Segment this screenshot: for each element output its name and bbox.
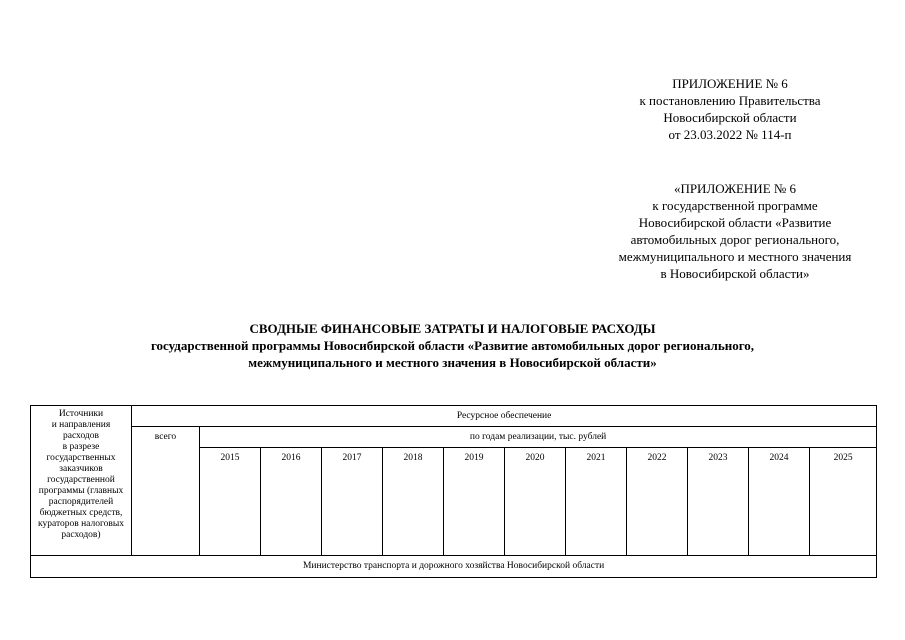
sources-header-line: расходов) bbox=[61, 530, 101, 540]
sources-header-line: государственных bbox=[46, 453, 116, 463]
program-appendix-line: к государственной программе bbox=[652, 198, 818, 213]
years-header-cell: по годам реализации, тыс. рублей bbox=[200, 427, 877, 448]
sources-header-line: распорядителей bbox=[48, 497, 114, 507]
year-cell: 2015 bbox=[200, 448, 261, 556]
sources-header-line: кураторов налоговых bbox=[38, 519, 124, 529]
sources-header-line: в разрезе bbox=[62, 442, 100, 452]
decree-appendix-line: ПРИЛОЖЕНИЕ № 6 bbox=[672, 76, 788, 91]
financial-table bbox=[30, 405, 877, 578]
document-title bbox=[0, 320, 905, 371]
sources-header-line: и направления bbox=[51, 420, 111, 430]
decree-appendix-line: Новосибирской области bbox=[663, 110, 797, 125]
program-appendix-header bbox=[585, 180, 885, 282]
sources-header-line: расходов bbox=[63, 431, 99, 441]
year-cell: 2025 bbox=[810, 448, 877, 556]
year-cell: 2019 bbox=[444, 448, 505, 556]
year-cell: 2024 bbox=[749, 448, 810, 556]
year-cell: 2022 bbox=[627, 448, 688, 556]
year-cell: 2017 bbox=[322, 448, 383, 556]
year-cell: 2018 bbox=[383, 448, 444, 556]
program-appendix-line: автомобильных дорог регионального, bbox=[630, 232, 840, 247]
title-line: межмуниципального и местного значения в Новосибирской области» bbox=[248, 355, 657, 370]
sources-header-line: государственной bbox=[47, 475, 115, 485]
year-cell: 2021 bbox=[566, 448, 627, 556]
program-appendix-line: межмуниципального и местного значения bbox=[618, 249, 852, 264]
year-cell: 2016 bbox=[261, 448, 322, 556]
title-line: СВОДНЫЕ ФИНАНСОВЫЕ ЗАТРАТЫ И НАЛОГОВЫЕ РАСХОДЫ bbox=[249, 321, 656, 336]
decree-appendix-line: к постановлению Правительства bbox=[639, 93, 821, 108]
decree-appendix-header bbox=[600, 75, 860, 143]
total-header-cell: всего bbox=[132, 427, 200, 556]
program-appendix-line: Новосибирской области «Развитие bbox=[638, 215, 832, 230]
program-appendix-line: в Новосибирской области» bbox=[660, 266, 810, 281]
sources-header-cell bbox=[31, 406, 132, 556]
sources-header-line: бюджетных средств, bbox=[39, 508, 123, 518]
program-appendix-line: «ПРИЛОЖЕНИЕ № 6 bbox=[673, 181, 797, 196]
year-cell: 2023 bbox=[688, 448, 749, 556]
title-line: государственной программы Новосибирской области «Развитие автомобильных дорог регионального, bbox=[150, 338, 755, 353]
year-cell: 2020 bbox=[505, 448, 566, 556]
sources-header-line: заказчиков bbox=[59, 464, 103, 474]
resource-header-cell: Ресурсное обеспечение bbox=[132, 406, 877, 427]
decree-appendix-line: от 23.03.2022 № 114-п bbox=[668, 127, 792, 142]
sources-header-line: Источники bbox=[58, 409, 104, 419]
sources-header-line: программы (главных bbox=[38, 486, 124, 496]
ministry-row: Министерство транспорта и дорожного хозяйства Новосибирской области bbox=[31, 556, 877, 578]
